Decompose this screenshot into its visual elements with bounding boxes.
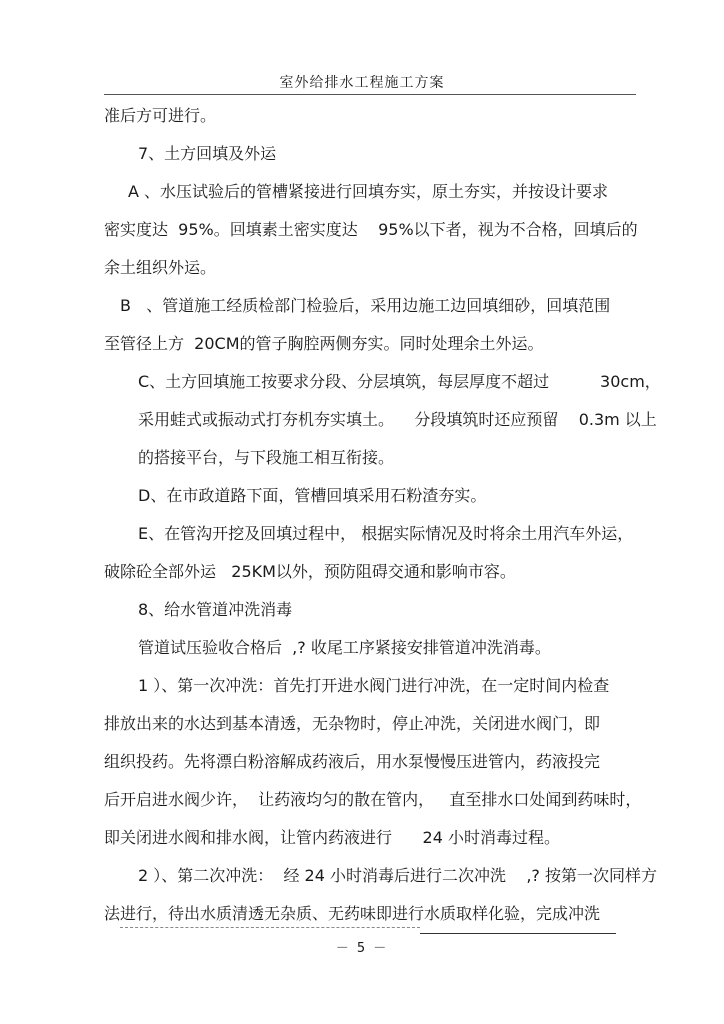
header-rule: [104, 94, 636, 95]
text-line: 后开启进水阀少许， 让药液均匀的散在管内， 直至排水口处闻到药味时，: [104, 790, 642, 809]
text-line: 破除砼全部外运 25KM以外，预防阻碍交通和影响市容。: [104, 562, 516, 581]
section-heading: 7、土方回填及外运: [138, 144, 277, 163]
text-line: 即关闭进水阀和排水阀，让管内药液进行 24 小时消毒过程。: [104, 828, 560, 847]
section-heading: 8、给水管道冲洗消毒: [138, 600, 293, 619]
page-number: － 5 －: [335, 941, 389, 956]
text-line: C、土方回填施工按要求分段、分层填筑，每层厚度不超过 30cm，: [138, 372, 661, 391]
footer-rule: [420, 933, 616, 934]
text-line: D、在市政道路下面，管槽回填采用石粉渣夯实。: [138, 486, 487, 505]
text-line: 密实度达 95%。回填素土密实度达 95%以下者，视为不合格，回填后的: [104, 220, 638, 239]
text-line: 1 ）、第一次冲洗：首先打开进水阀门进行冲洗，在一定时间内检查: [138, 676, 610, 695]
text-line: B 、管道施工经质检部门检验后，采用边施工边回填细砂，回填范围: [120, 296, 611, 315]
footer-dashed-rule: [120, 927, 420, 928]
text-line: 2 ）、第二次冲洗： 经 24 小时消毒后进行二次冲洗 ,? 按第一次同样方: [138, 866, 657, 885]
text-line: 至管径上方 20CM的管子胸腔两侧夯实。同时处理余土外运。: [104, 334, 544, 353]
text-line: 余土组织外运。: [104, 258, 217, 277]
text-line: 的搭接平台，与下段施工相互衔接。: [138, 448, 395, 467]
text-line: 组织投药。先将漂白粉溶解成药液后，用水泵慢慢压进管内，药液投完: [104, 752, 601, 771]
text-line: 管道试压验收合格后 ,? 收尾工序紧接安排管道冲洗消毒。: [138, 638, 551, 657]
page-header-title: 室外给排水工程施工方案: [279, 75, 445, 91]
text-line: 排放出来的水达到基本清透，无杂物时，停止冲洗，关闭进水阀门，即: [104, 714, 601, 733]
text-line: 法进行，待出水质清透无杂质、无药味即进行水质取样化验，完成冲洗: [104, 904, 601, 923]
text-line: 准后方可进行。: [104, 106, 217, 125]
text-line: E、在管沟开挖及回填过程中， 根据实际情况及时将余土用汽车外运，: [138, 524, 634, 543]
text-line: 采用蛙式或振动式打夯机夯实填土。 分段填筑时还应预留 0.3m 以上: [138, 410, 657, 429]
text-line: A 、水压试验后的管槽紧接进行回填夯实，原土夯实，并按设计要求: [128, 182, 609, 201]
